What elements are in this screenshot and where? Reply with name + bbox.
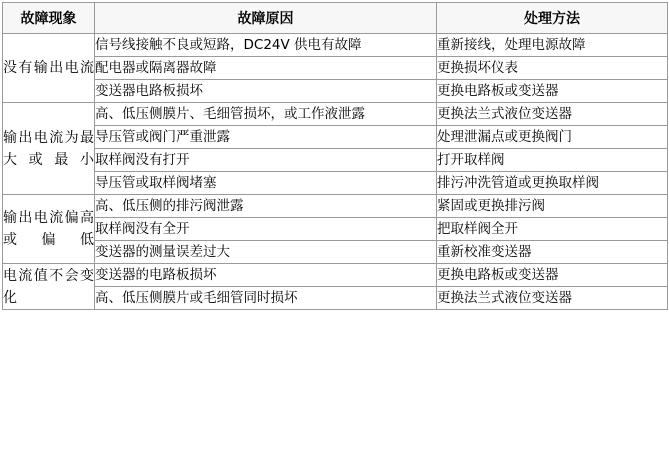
table-header xyxy=(3,3,668,34)
table-row xyxy=(3,57,668,80)
cell-method: 更换损坏仪表 xyxy=(437,57,668,80)
cell-phenomenon: 输出电流偏高或偏低 xyxy=(3,195,95,264)
cell-phenomenon: 电流值不会变化 xyxy=(3,264,95,310)
cell-cause: 导压管或阀门严重泄露 xyxy=(95,126,437,149)
cell-cause: 高、低压侧膜片或毛细管同时损坏 xyxy=(95,287,437,310)
table-header-row xyxy=(3,3,668,34)
column-header-method: 处理方法 xyxy=(437,3,668,34)
cell-cause: 取样阀没有打开 xyxy=(95,149,437,172)
cell-method: 更换电路板或变送器 xyxy=(437,80,668,103)
cell-method: 更换电路板或变送器 xyxy=(437,264,668,287)
cell-method: 重新接线，处理电源故障 xyxy=(437,34,668,57)
cell-cause: 变送器的测量误差过大 xyxy=(95,241,437,264)
cell-method: 更换法兰式液位变送器 xyxy=(437,103,668,126)
cell-method: 打开取样阀 xyxy=(437,149,668,172)
cell-cause: 导压管或取样阀堵塞 xyxy=(95,172,437,195)
cell-cause: 高、低压侧的排污阀泄露 xyxy=(95,195,437,218)
table-row xyxy=(3,34,668,57)
table-body xyxy=(3,34,668,310)
table-row xyxy=(3,126,668,149)
cell-phenomenon: 没有输出电流 xyxy=(3,34,95,103)
cell-method: 排污冲洗管道或更换取样阀 xyxy=(437,172,668,195)
table-row xyxy=(3,241,668,264)
cell-cause: 变送器电路板损坏 xyxy=(95,80,437,103)
table-row xyxy=(3,149,668,172)
cell-method: 更换法兰式液位变送器 xyxy=(437,287,668,310)
cell-method: 处理泄漏点或更换阀门 xyxy=(437,126,668,149)
cell-cause: 变送器的电路板损坏 xyxy=(95,264,437,287)
table-row xyxy=(3,103,668,126)
cell-method: 把取样阀全开 xyxy=(437,218,668,241)
table-row xyxy=(3,264,668,287)
table-row xyxy=(3,172,668,195)
cell-method: 重新校准变送器 xyxy=(437,241,668,264)
table-row xyxy=(3,80,668,103)
fault-diagnosis-table xyxy=(2,2,668,310)
cell-method: 紧固或更换排污阀 xyxy=(437,195,668,218)
cell-cause: 取样阀没有全开 xyxy=(95,218,437,241)
cell-cause: 高、低压侧膜片、毛细管损坏，或工作液泄露 xyxy=(95,103,437,126)
column-header-phenomenon: 故障现象 xyxy=(3,3,95,34)
cell-cause: 配电器或隔离器故障 xyxy=(95,57,437,80)
cell-phenomenon: 输出电流为最大或最小 xyxy=(3,103,95,195)
column-header-cause: 故障原因 xyxy=(95,3,437,34)
table-row xyxy=(3,218,668,241)
table-row xyxy=(3,195,668,218)
cell-cause: 信号线接触不良或短路，DC24V 供电有故障 xyxy=(95,34,437,57)
table-row xyxy=(3,287,668,310)
